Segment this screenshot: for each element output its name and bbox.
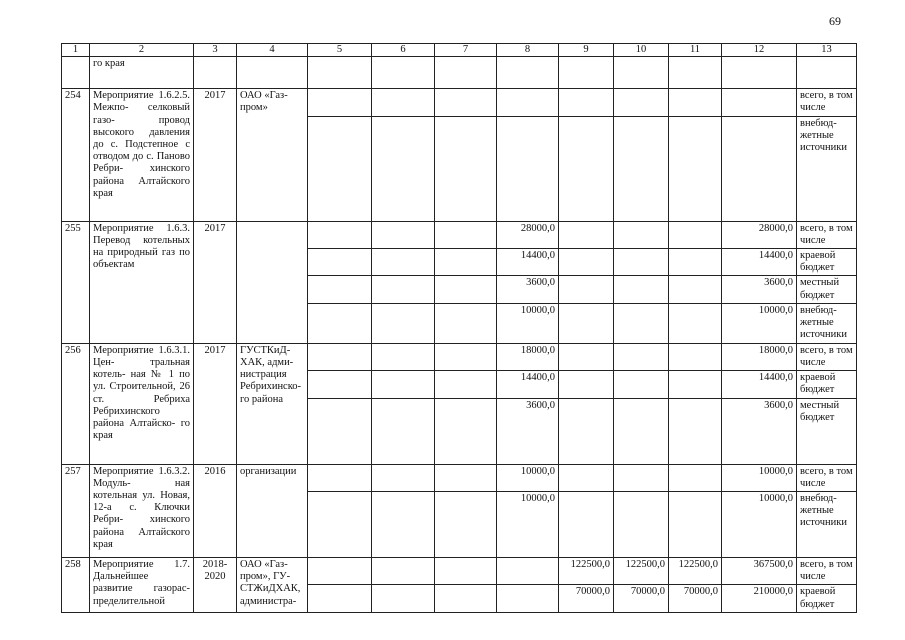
cell-funding-type: всего, в том числе: [797, 221, 857, 248]
cell-name: го края: [90, 57, 194, 89]
cell-amount: 70000,0: [559, 585, 614, 612]
cell-funding-type: краевой бюджет: [797, 585, 857, 612]
cell-funding-type: всего, в том числе: [797, 464, 857, 491]
header-cell: 13: [797, 44, 857, 57]
cell-total: 3600,0: [722, 276, 797, 303]
cell-total: 210000,0: [722, 585, 797, 612]
cell-amount: 122500,0: [669, 558, 722, 585]
table-row: [62, 343, 857, 370]
cell-name: Мероприятие 1.6.3.2. Модуль- ная котельная ул. Новая, 12-а с. Ключки Ребри- хинского района Алтайского края: [90, 464, 194, 557]
cell-funding-type: местный бюджет: [797, 276, 857, 303]
cell-row-number: 255: [62, 221, 90, 343]
cell-executor: организации: [237, 464, 308, 557]
table-row: [62, 221, 857, 248]
header-cell: 9: [559, 44, 614, 57]
cell-amount: 3600,0: [497, 398, 559, 464]
cell-year: 2016: [194, 464, 237, 557]
cell-total: 18000,0: [722, 343, 797, 370]
cell-amount: 18000,0: [497, 343, 559, 370]
cell-executor: ОАО «Газ- пром»: [237, 89, 308, 221]
cell-amount: 14400,0: [497, 249, 559, 276]
cell-year: 2017: [194, 89, 237, 221]
cell-year: 2018- 2020: [194, 558, 237, 613]
cell-amount: 70000,0: [614, 585, 669, 612]
cell-funding-type: краевой бюджет: [797, 249, 857, 276]
cell-amount: 10000,0: [497, 492, 559, 558]
cell-amount: 3600,0: [497, 276, 559, 303]
cell-total: 10000,0: [722, 303, 797, 343]
cell-name: Мероприятие 1.7. Дальнейшее развитие газорас- пределительной: [90, 558, 194, 613]
cell-total: 10000,0: [722, 464, 797, 491]
cell-amount: 28000,0: [497, 221, 559, 248]
cell-executor: ГУСТКиД- ХАК, адми- нистрация Ребрихинско- го района: [237, 343, 308, 464]
table-row: [62, 89, 857, 116]
header-cell: 1: [62, 44, 90, 57]
cell-amount: 122500,0: [614, 558, 669, 585]
cell-funding-type: всего, в том числе: [797, 558, 857, 585]
header-cell: 5: [308, 44, 372, 57]
cell-funding-type: внебюд- жетные источники: [797, 116, 857, 221]
cell-funding-type: всего, в том числе: [797, 343, 857, 370]
cell-row-number: 256: [62, 343, 90, 464]
cell-funding-type: внебюд- жетные источники: [797, 492, 857, 558]
cell-total: 3600,0: [722, 398, 797, 464]
cell-row-number: 257: [62, 464, 90, 557]
cell-row-number: 258: [62, 558, 90, 613]
header-cell: 4: [237, 44, 308, 57]
cell-name: Мероприятие 1.6.2.5. Межпо- селковый газо- провод высокого давления до с. Подстепное с отводом до с. Паново Ребри- хинского района Алтайского края: [90, 89, 194, 221]
table-row: [62, 57, 857, 89]
cell-amount: 10000,0: [497, 303, 559, 343]
header-cell: 2: [90, 44, 194, 57]
table-row: [62, 464, 857, 491]
cell-executor: [237, 221, 308, 343]
header-cell: 6: [372, 44, 435, 57]
header-cell: 7: [435, 44, 497, 57]
header-row: [62, 44, 857, 57]
cell-name: Мероприятие 1.6.3.1. Цен- тральная котель- ная № 1 по ул. Строительной, 26 ст. Ребриха Ребрихинского района Алтайско- го края: [90, 343, 194, 464]
cell-funding-type: всего, в том числе: [797, 89, 857, 116]
cell-row-number: 254: [62, 89, 90, 221]
cell-total: 367500,0: [722, 558, 797, 585]
cell-amount: 14400,0: [497, 371, 559, 398]
cell-amount: 10000,0: [497, 464, 559, 491]
cell-name: Мероприятие 1.6.3. Перевод котельных на природный газ по объектам: [90, 221, 194, 343]
cell-executor: ОАО «Газ- пром», ГУ- СТЖиДХАК, администра-: [237, 558, 308, 613]
table-row: [62, 558, 857, 585]
cell-funding-type: внебюд- жетные источники: [797, 303, 857, 343]
header-cell: 11: [669, 44, 722, 57]
cell-funding-type: местный бюджет: [797, 398, 857, 464]
cell-total: 28000,0: [722, 221, 797, 248]
cell-total: 14400,0: [722, 249, 797, 276]
header-cell: 8: [497, 44, 559, 57]
cell-total: 10000,0: [722, 492, 797, 558]
cell-funding-type: краевой бюджет: [797, 371, 857, 398]
page-number: 69: [829, 14, 841, 28]
program-table: [61, 43, 857, 613]
cell-amount: 122500,0: [559, 558, 614, 585]
cell-total: 14400,0: [722, 371, 797, 398]
header-cell: 3: [194, 44, 237, 57]
cell-amount: 70000,0: [669, 585, 722, 612]
cell-year: 2017: [194, 221, 237, 343]
cell-year: 2017: [194, 343, 237, 464]
header-cell: 10: [614, 44, 669, 57]
header-cell: 12: [722, 44, 797, 57]
